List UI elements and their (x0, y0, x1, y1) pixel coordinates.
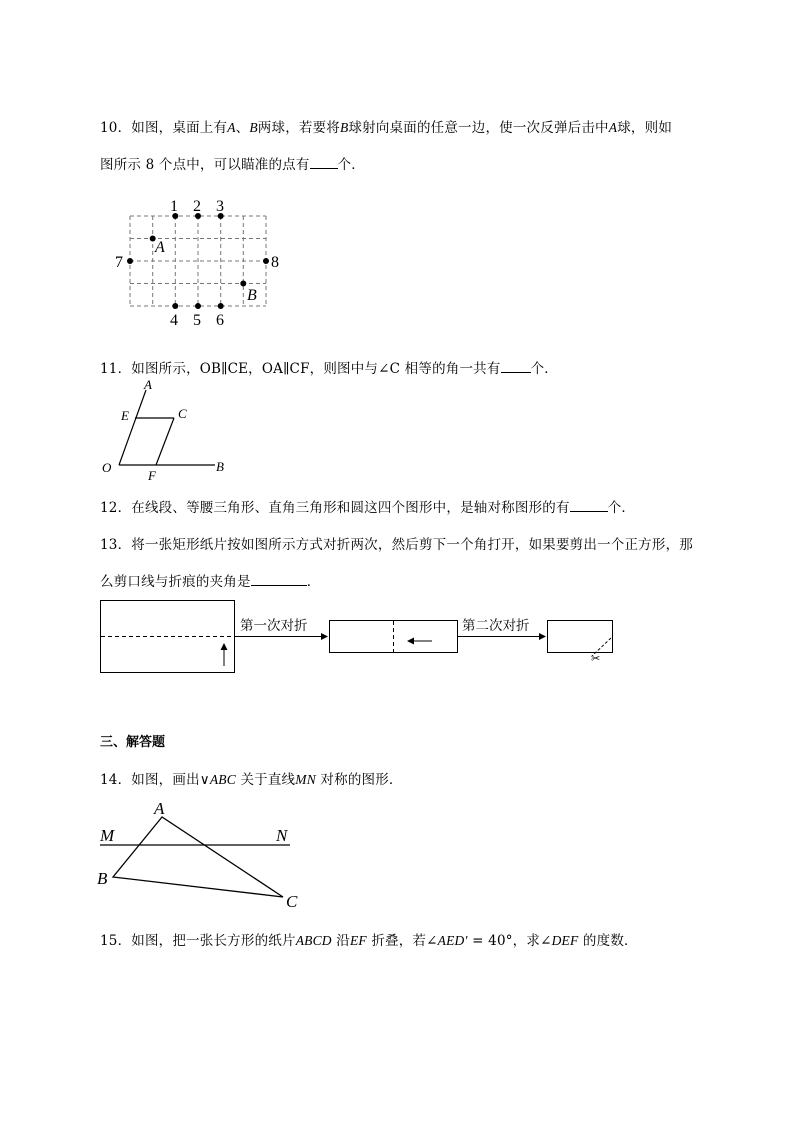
q14-line (100, 768, 403, 788)
label-a: A (154, 799, 165, 818)
q15-text: = 40°，求∠ (467, 933, 552, 949)
paper-folded-twice (548, 621, 613, 653)
label-first-fold: 第一次对折 (240, 618, 308, 633)
arrow-head-left (407, 638, 414, 645)
q13-text: 么剪口线与折痕的夹角是 (100, 574, 251, 590)
q10-text: 10．如图，桌面上有 (100, 120, 228, 136)
q10-text: 图所示 8 个点中，可以瞄准的点有 (100, 157, 310, 173)
label-e: E (121, 408, 129, 423)
q14-triangle-name: ABC (209, 772, 236, 787)
label-2: 2 (193, 198, 201, 215)
q10-var-b: B (249, 120, 258, 135)
q15-line (100, 929, 638, 949)
point-4 (172, 303, 178, 309)
label-7: 7 (115, 254, 123, 271)
q12-line (100, 496, 635, 516)
label-8: 8 (271, 254, 279, 271)
label-o: O (102, 460, 112, 475)
q14-line-name: MN (295, 772, 316, 787)
point-8 (263, 258, 269, 264)
q10-text: 个． (337, 157, 365, 173)
q13-line2 (100, 570, 320, 590)
q10-var-b: B (340, 120, 349, 135)
q10-line1 (100, 116, 672, 136)
q14-text: 对称的图形． (315, 772, 403, 788)
label-c: C (178, 406, 187, 421)
q10-text: 、 (235, 120, 250, 136)
label-a: A (155, 239, 165, 256)
q10-text: 球射向桌面的任意一边，使一次反弹后击中 (348, 120, 609, 136)
answer-blank (251, 573, 307, 586)
q11-line (100, 357, 558, 377)
point-7 (127, 258, 133, 264)
label-a: A (144, 377, 152, 392)
label-1: 1 (170, 198, 178, 215)
q11-figure (95, 375, 235, 483)
arrow-head-1 (321, 633, 328, 640)
label-n: N (276, 826, 288, 845)
q15-var: AED′ (437, 933, 468, 948)
section-heading: 三、解答题 (100, 735, 166, 750)
label-f: F (148, 468, 156, 483)
q12-text: 12．在线段、等腰三角形、直角三角形和圆这四个图形中，是轴对称图形的有 (100, 500, 570, 516)
q15-var: DEF (551, 933, 579, 948)
q14-text: 14．如图，画出∨ (100, 772, 210, 788)
q10-text: 两球，若要将 (257, 120, 340, 136)
triangle-abc (113, 817, 283, 897)
q15-text: 的度数． (578, 933, 638, 949)
q10-grid-figure (110, 192, 290, 327)
q14-text: 关于直线 (235, 772, 296, 788)
point-5 (195, 303, 201, 309)
q13-text: 13．将一张矩形纸片按如图所示方式对折两次，然后剪下一个角打开，如果要剪出一个正方形，那 (100, 537, 693, 553)
q10-text: 球，则如 (617, 120, 673, 136)
q12-text: 个． (607, 500, 636, 516)
q13-fold-figure (98, 598, 618, 678)
q11-text: 个． (530, 361, 558, 377)
label-second-fold: 第二次对折 (462, 618, 530, 633)
label-b: B (97, 869, 108, 888)
q15-text: 15．如图，把一张长方形的纸片 (100, 933, 296, 949)
q15-text: 折叠，若∠ (366, 933, 438, 949)
label-6: 6 (216, 312, 224, 329)
dashed-grid (130, 216, 266, 306)
segment-cf (156, 418, 174, 465)
answer-blank (310, 156, 338, 169)
label-3: 3 (216, 198, 224, 215)
label-b: B (216, 459, 224, 474)
q13-line1 (100, 533, 693, 553)
answer-blank (501, 360, 531, 373)
label-b: B (247, 287, 257, 304)
q10-var-a: A (608, 120, 618, 135)
label-m: M (100, 826, 115, 845)
q15-var: EF (349, 933, 367, 948)
label-c: C (286, 892, 298, 911)
point-6 (218, 303, 224, 309)
answer-blank (570, 499, 608, 512)
arrow-head-2 (539, 633, 546, 640)
q14-figure (92, 795, 312, 915)
scissors-icon: ✂ (591, 653, 601, 665)
label-4: 4 (170, 312, 178, 329)
q11-text: 11．如图所示，OB∥CE，OA∥CF，则图中与∠C 相等的角一共有 (100, 361, 501, 377)
arrow-head-up (221, 643, 228, 650)
q15-var: ABCD (295, 933, 332, 948)
q10-line2 (100, 153, 365, 173)
ball-b (240, 281, 246, 287)
q13-text: ． (306, 574, 321, 590)
q10-var-a: A (227, 120, 236, 135)
label-5: 5 (193, 312, 201, 329)
ray-oa (119, 390, 146, 465)
q15-text: 沿 (331, 933, 350, 949)
